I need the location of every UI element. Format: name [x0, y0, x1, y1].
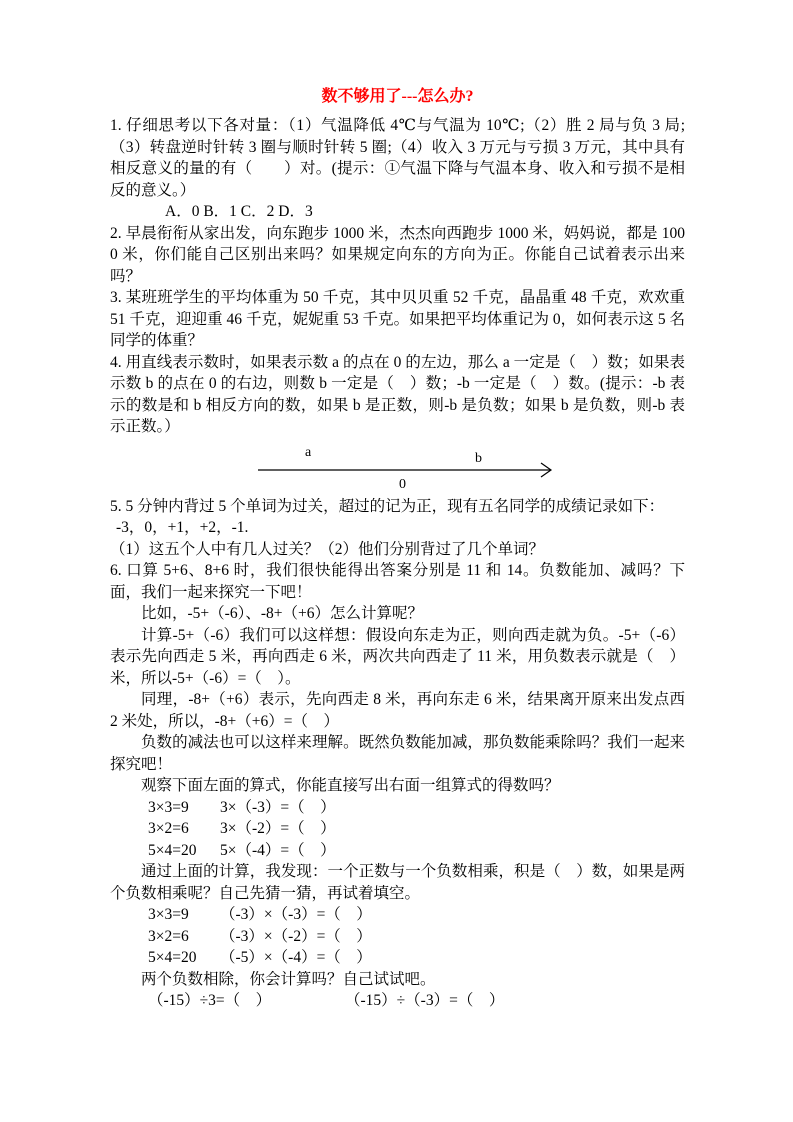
equation-left: 3×2=6	[148, 927, 189, 945]
number-line-label-b: b	[475, 450, 482, 466]
negative-multiplication-row-2	[110, 926, 685, 948]
equation-left: 5×4=20	[148, 949, 197, 966]
question-5-scores: -3，0，+1，+2，-1.	[116, 519, 249, 536]
negative-multiplication-row-3	[110, 947, 685, 969]
number-line-svg	[110, 440, 685, 492]
question-6-example-intro: 比如，-5+（-6）、-8+（+6）怎么计算呢？	[141, 605, 423, 622]
question-5-subquestions: （1）这五个人中有几人过关？（2）他们分别背过了几个单词？	[110, 540, 545, 558]
equation-left: 3×2=6	[148, 820, 189, 837]
equation-right: （-3）×（-3）=（ ）	[220, 906, 372, 923]
equation-right: 3×（-2）=（ ）	[220, 820, 336, 837]
question-6-calculation-1: 计算-5+（-6）我们可以这样想：假设向东走为正，则向西走就为负。-5+（-6）表示先向西走 5 米，再向西走 6 米，两次共向西走了 11 米，用负数表示就是（ ）米，所以-5+（-6）=（ ）。	[110, 626, 685, 687]
question-2: 2. 早晨衔衔从家出发，向东跑步 1000 米，杰杰向西跑步 1000 米，妈妈说，都是 1000 米，你们能自己区别出来吗？如果规定向东的方向为正。你能自己试着表示出来吗？	[110, 224, 685, 285]
equation-left: 3×3=9	[148, 906, 189, 923]
question-1: 1. 仔细思考以下各对量：（1）气温降低 4℃与气温为 10℃;（2）胜 2 局与负 3 局;（3）转盘逆时针转 3 圈与顺时针转 5 圈;（4）收入 3 万元与亏损 3 万元，其中具有相反意义的量的有（ ）对。(提示：①气温下降与气温本身、收入和亏损不是相反的意义。）	[110, 117, 685, 199]
question-4: 4. 用直线表示数时，如果表示数 a 的点在 0 的左边，那么 a 一定是（ ）数；如果表示数 b 的点在 0 的右边，则数 b 一定是（ ）数；-b 一定是（ ）数。(提示：-b 表示的数是和 b 相反方向的数，如果 b 是正数，则-b 是负数；如果 b 是负数，则-b 表示正数。）	[110, 353, 685, 435]
number-line-diagram	[110, 440, 685, 492]
question-6-discover-prompt: 通过上面的计算，我发现：一个正数与一个负数相乘，积是（ ）数，如果是两个负数相乘呢？自己先猜一猜，再试着填空。	[110, 863, 685, 902]
question-6-subtraction-note: 负数的减法也可以这样来理解。既然负数能加减，那负数能乘除吗？我们一起来探究吧！	[110, 734, 685, 773]
equation-right: （-3）×（-2）=（ ）	[220, 927, 372, 945]
multiplication-row-1	[110, 797, 685, 819]
question-3: 3. 某班班学生的平均体重为 50 千克，其中贝贝重 52 千克，晶晶重 48 千克，欢欢重 51 千克，迎迎重 46 千克，妮妮重 53 千克。如果把平均体重记为 0，如何表示这 5 名同学的体重？	[110, 289, 685, 349]
multiplication-row-2	[110, 818, 685, 840]
question-6-observe-prompt: 观察下面左面的算式，你能直接写出右面一组算式的得数吗？	[141, 777, 560, 794]
equation-right: 3×（-3）=（ ）	[220, 798, 336, 816]
equation-left: （-15）÷3=（ ）	[148, 992, 272, 1009]
question-5-intro: 5. 5 分钟内背过 5 个单词为过关，超过的记为正，现有五名同学的成绩记录如下：	[110, 497, 665, 515]
question-6-divide-prompt: 两个负数相除，你会计算吗？自己试试吧。	[141, 970, 436, 988]
question-6-intro: 6. 口算 5+6、8+6 时，我们很快能得出答案分别是 11 和 14。负数能加、减吗？下面，我们一起来探究一下吧！	[110, 562, 685, 601]
equation-left: 5×4=20	[148, 841, 197, 859]
equation-right: 5×（-4）=（ ）	[220, 841, 336, 859]
equation-right: （-5）×（-4）=（ ）	[220, 949, 372, 966]
equation-right: （-15）÷（-3）=（ ）	[345, 992, 505, 1009]
equation-left: 3×3=9	[148, 798, 189, 816]
question-6-calculation-2: 同理，-8+（+6）表示，先向西走 8 米，再向东走 6 米，结果离开原来出发点西 2 米处，所以，-8+（+6）=（ ）	[110, 691, 685, 730]
page-title: 数不够用了---怎么办?	[321, 88, 474, 105]
number-line-label-a: a	[305, 444, 312, 460]
negative-multiplication-row-1	[110, 904, 685, 926]
question-1-options: A．0 B．1 C．2 D．3	[165, 203, 313, 220]
division-row	[110, 990, 685, 1012]
multiplication-row-3	[110, 840, 685, 862]
number-line-label-zero: 0	[399, 476, 406, 492]
